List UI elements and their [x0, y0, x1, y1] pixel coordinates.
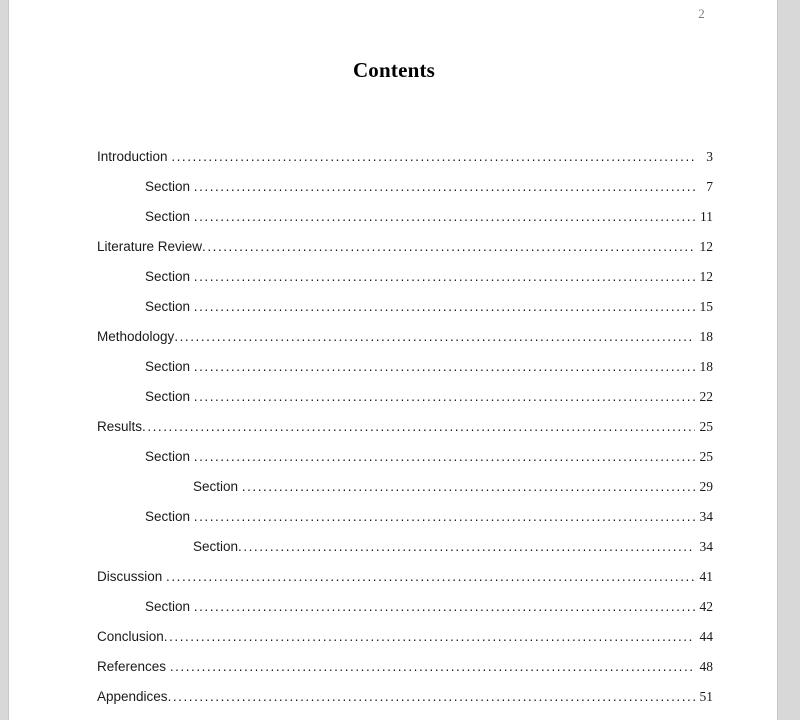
toc-entry-page-number: 25 — [699, 449, 713, 464]
toc-entry-label: Section — [145, 179, 191, 194]
toc-dot-leader — [170, 658, 695, 671]
toc-entry-page-number: 29 — [699, 479, 713, 494]
toc-dot-leader — [171, 148, 695, 161]
toc-entry-page-number: 41 — [699, 569, 713, 584]
toc-entry-label: Section — [193, 479, 239, 494]
toc-entry[interactable] — [97, 208, 713, 238]
page-title: Contents — [352, 58, 436, 82]
toc-entry-label: Introduction — [97, 149, 168, 164]
toc-dot-leader — [202, 238, 695, 251]
toc-dot-leader — [194, 508, 695, 521]
toc-entry-label: Section — [145, 209, 191, 224]
toc-dot-leader — [142, 418, 695, 431]
toc-entry-label: Appendices — [97, 689, 168, 704]
toc-dot-leader — [194, 298, 695, 311]
toc-entry-page-number: 22 — [699, 389, 713, 404]
toc-entry-label: References — [97, 659, 167, 674]
toc-dot-leader — [174, 328, 695, 341]
toc-entry-page-number: 15 — [699, 299, 713, 314]
toc-entry-label: Section — [145, 389, 191, 404]
toc-entry-page-number: 51 — [699, 689, 713, 704]
toc-entry-label: Section — [145, 269, 191, 284]
toc-entry[interactable] — [97, 148, 713, 178]
toc-entry-label: Section — [193, 539, 239, 554]
toc-dot-leader — [166, 568, 695, 581]
toc-entry[interactable] — [97, 448, 713, 478]
toc-entry-page-number: 42 — [699, 599, 713, 614]
toc-entry-label: Section — [145, 359, 191, 374]
toc-entry-page-number: 44 — [699, 629, 713, 644]
toc-dot-leader — [194, 448, 695, 461]
toc-entry[interactable] — [97, 298, 713, 328]
toc-entry[interactable] — [97, 358, 713, 388]
toc-entry-label: Section — [145, 299, 191, 314]
toc-entry[interactable] — [97, 688, 713, 718]
toc-dot-leader — [242, 478, 695, 491]
toc-dot-leader — [194, 208, 695, 221]
page-number: 2 — [698, 6, 705, 21]
toc-entry[interactable] — [97, 328, 713, 358]
toc-entry[interactable] — [97, 388, 713, 418]
toc-entry[interactable] — [97, 418, 713, 448]
document-page — [8, 0, 778, 720]
toc-dot-leader — [194, 178, 695, 191]
toc-entry[interactable] — [97, 478, 713, 508]
toc-entry[interactable] — [97, 178, 713, 208]
toc-entry[interactable] — [97, 238, 713, 268]
toc-entry[interactable] — [97, 658, 713, 688]
toc-entry-label: Discussion — [97, 569, 163, 584]
toc-entry-label: Conclusion — [97, 629, 164, 644]
toc-dot-leader — [168, 688, 695, 701]
toc-entry[interactable] — [97, 538, 713, 568]
toc-entry-page-number: 11 — [700, 209, 713, 224]
toc-entry[interactable] — [97, 268, 713, 298]
toc-dot-leader — [164, 628, 695, 641]
toc-entry-label: Methodology — [97, 329, 175, 344]
toc-entry[interactable] — [97, 598, 713, 628]
table-of-contents — [97, 148, 713, 718]
toc-dot-leader — [194, 358, 695, 371]
toc-entry[interactable] — [97, 568, 713, 598]
toc-entry-page-number: 18 — [699, 329, 713, 344]
toc-dot-leader — [238, 538, 695, 551]
toc-entry-label: Section — [145, 599, 191, 614]
toc-entry-label: Section — [145, 509, 191, 524]
toc-entry-page-number: 34 — [699, 509, 713, 524]
toc-entry-label: Section — [145, 449, 191, 464]
toc-entry-page-number: 7 — [706, 179, 713, 194]
toc-entry-label: Results — [97, 419, 143, 434]
toc-entry-page-number: 12 — [699, 269, 713, 284]
toc-entry-page-number: 25 — [699, 419, 713, 434]
toc-entry-page-number: 12 — [699, 239, 713, 254]
toc-dot-leader — [194, 388, 695, 401]
toc-dot-leader — [194, 598, 695, 611]
toc-entry[interactable] — [97, 508, 713, 538]
toc-dot-leader — [194, 268, 695, 281]
toc-entry-label: Literature Review — [97, 239, 203, 254]
toc-entry[interactable] — [97, 628, 713, 658]
toc-entry-page-number: 3 — [706, 149, 713, 164]
toc-entry-page-number: 48 — [699, 659, 713, 674]
toc-entry-page-number: 18 — [699, 359, 713, 374]
toc-entry-page-number: 34 — [699, 539, 713, 554]
